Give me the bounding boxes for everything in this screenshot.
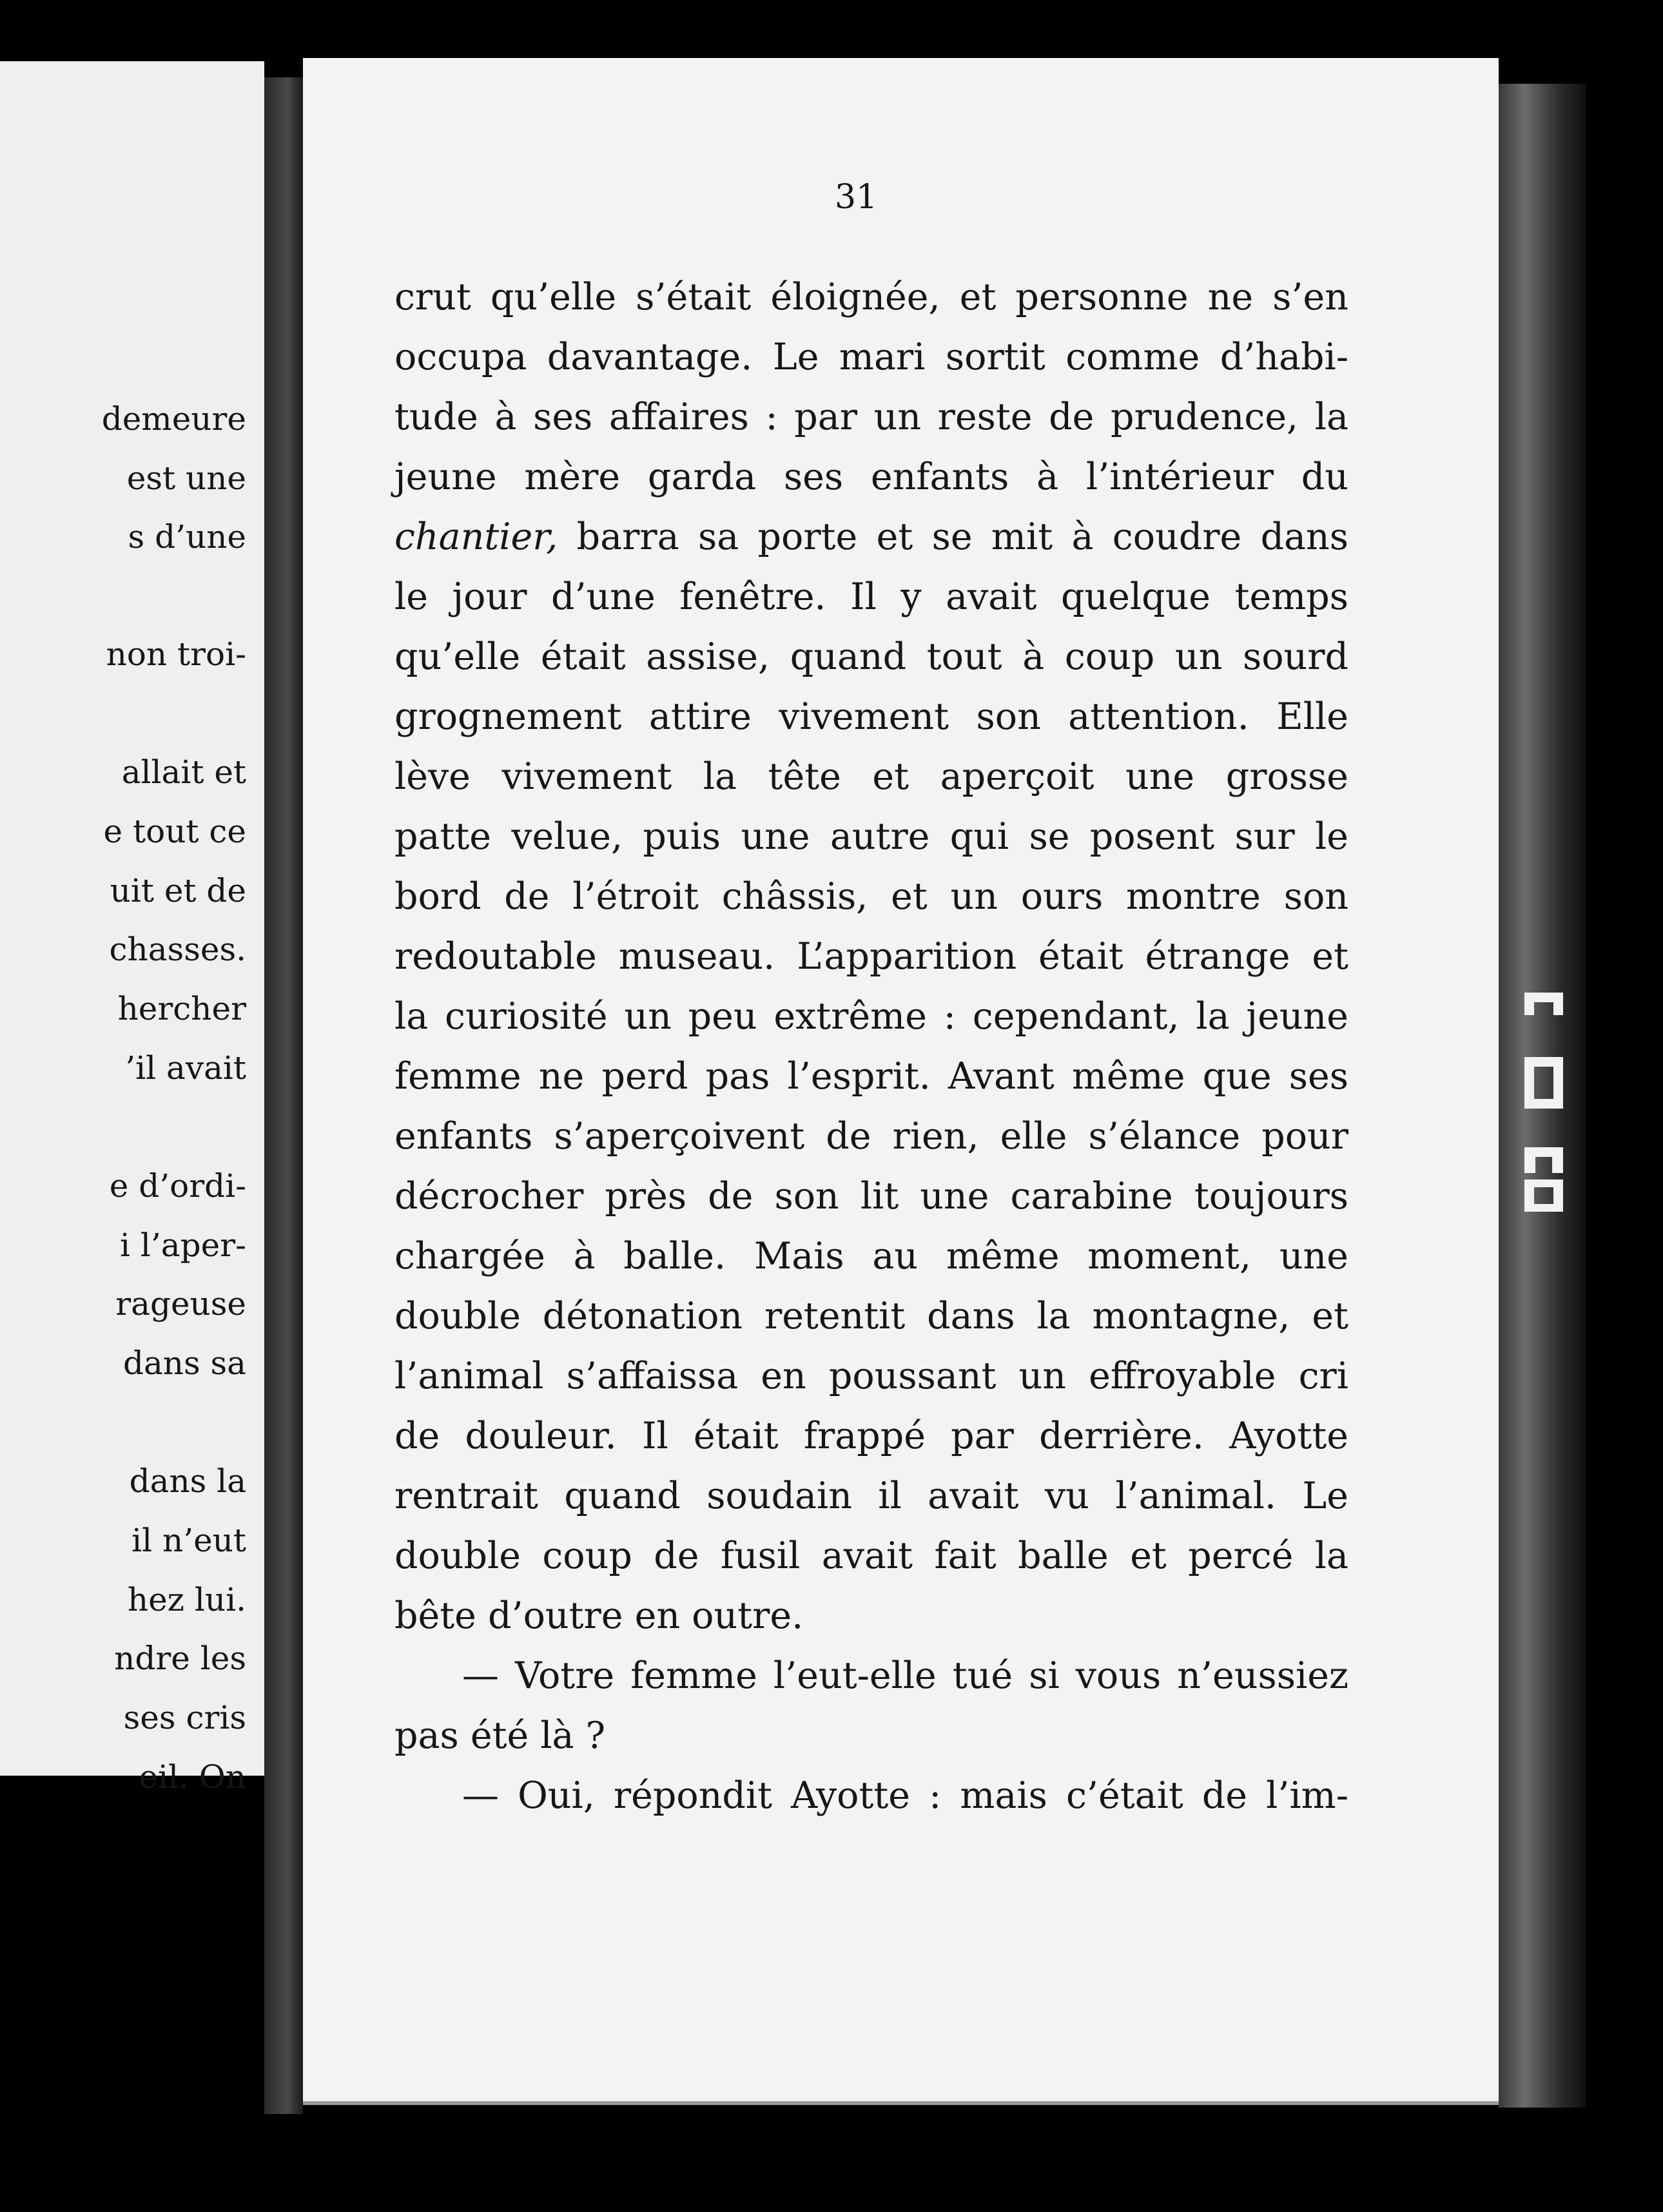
text-line: double coup de fusil avait fait balle et percé la bbox=[394, 1535, 1348, 1577]
text-line: pas été là ? bbox=[394, 1714, 606, 1757]
facing-page-line: hez lui. bbox=[127, 1581, 246, 1618]
facing-page-line: e tout ce bbox=[103, 813, 246, 850]
book-gutter bbox=[264, 77, 303, 2114]
text-line: décrocher près de son lit une carabine toujours bbox=[394, 1175, 1348, 1218]
text-line: la curiosité un peu extrême : cependant, la jeune bbox=[394, 995, 1348, 1038]
facing-page-line: dans la bbox=[129, 1462, 246, 1500]
facing-page-line: ses cris bbox=[123, 1699, 246, 1736]
text-line: patte velue, puis une autre qui se posent sur le bbox=[394, 815, 1348, 858]
facing-page-line: hercher bbox=[117, 990, 246, 1027]
text-line: grognement attire vivement son attention. Elle bbox=[394, 695, 1348, 738]
facing-page-line: demeure bbox=[101, 400, 246, 438]
text-line-rest: barra sa porte et se mit à coudre dans bbox=[576, 516, 1348, 558]
text-line: occupa davantage. Le mari sortit comme d’habi- bbox=[394, 336, 1348, 378]
text-line: redoutable museau. L’apparition était étrange et bbox=[394, 935, 1348, 978]
text-line: l’animal s’affaissa en poussant un effroyable cri bbox=[394, 1355, 1348, 1397]
text-line: — Votre femme l’eut-elle tué si vous n’eussiez bbox=[462, 1654, 1348, 1697]
text-line: rentrait quand soudain il avait vu l’animal. Le bbox=[394, 1475, 1348, 1517]
text-line: chargée à balle. Mais au même moment, une bbox=[394, 1235, 1348, 1277]
text-line: de douleur. Il était frappé par derrière. Ayotte bbox=[394, 1415, 1348, 1457]
facing-page-line: uit et de bbox=[110, 872, 246, 909]
facing-page-line: non troi- bbox=[106, 635, 246, 673]
text-line: le jour d’une fenêtre. Il y avait quelque temps bbox=[394, 576, 1348, 618]
text-line: bord de l’étroit châssis, et un ours montre son bbox=[394, 875, 1348, 918]
facing-page-line: s d’une bbox=[128, 518, 246, 556]
facing-page-line: ndre les bbox=[114, 1640, 246, 1677]
facing-page-line: est une bbox=[126, 460, 246, 497]
facing-page-line: dans sa bbox=[122, 1344, 246, 1382]
text-line: jeune mère garda ses enfants à l’intérieur du bbox=[394, 456, 1348, 498]
text-line: double détonation retentit dans la montagne, et bbox=[394, 1295, 1348, 1337]
page-number: 31 bbox=[835, 178, 878, 217]
text-line: tude à ses affaires : par un reste de prudence, la bbox=[394, 396, 1348, 438]
facing-page-line: il n’eut bbox=[131, 1522, 246, 1559]
facing-page-line: allait et bbox=[121, 753, 246, 791]
text-line: bête d’outre en outre. bbox=[394, 1595, 804, 1637]
facing-page-line: i l’aper- bbox=[120, 1227, 246, 1264]
facing-page-line: ’il avait bbox=[125, 1049, 246, 1087]
text-line-with-italic bbox=[394, 507, 1348, 567]
text-line: enfants s’aperçoivent de rien, elle s’élance pour bbox=[394, 1115, 1348, 1158]
facing-page-line: eil. On bbox=[139, 1758, 246, 1796]
body-text bbox=[394, 267, 1348, 1826]
text-line: femme ne perd pas l’esprit. Avant même que ses bbox=[394, 1055, 1348, 1098]
facing-page-line: e d’ordi- bbox=[109, 1167, 246, 1205]
facing-page bbox=[0, 61, 264, 1796]
text-line: crut qu’elle s’était éloignée, et personne ne s’en bbox=[394, 276, 1348, 318]
edge-stamp-mark bbox=[1515, 980, 1573, 1225]
text-line: — Oui, répondit Ayotte : mais c’était de l’im- bbox=[462, 1774, 1348, 1817]
text-line: qu’elle était assise, quand tout à coup un sourd bbox=[394, 635, 1348, 678]
facing-page-line: chasses. bbox=[109, 931, 246, 968]
text-line: lève vivement la tête et aperçoit une grosse bbox=[394, 755, 1348, 798]
facing-page-line: rageuse bbox=[115, 1285, 246, 1323]
italic-word: chantier, bbox=[394, 516, 558, 558]
